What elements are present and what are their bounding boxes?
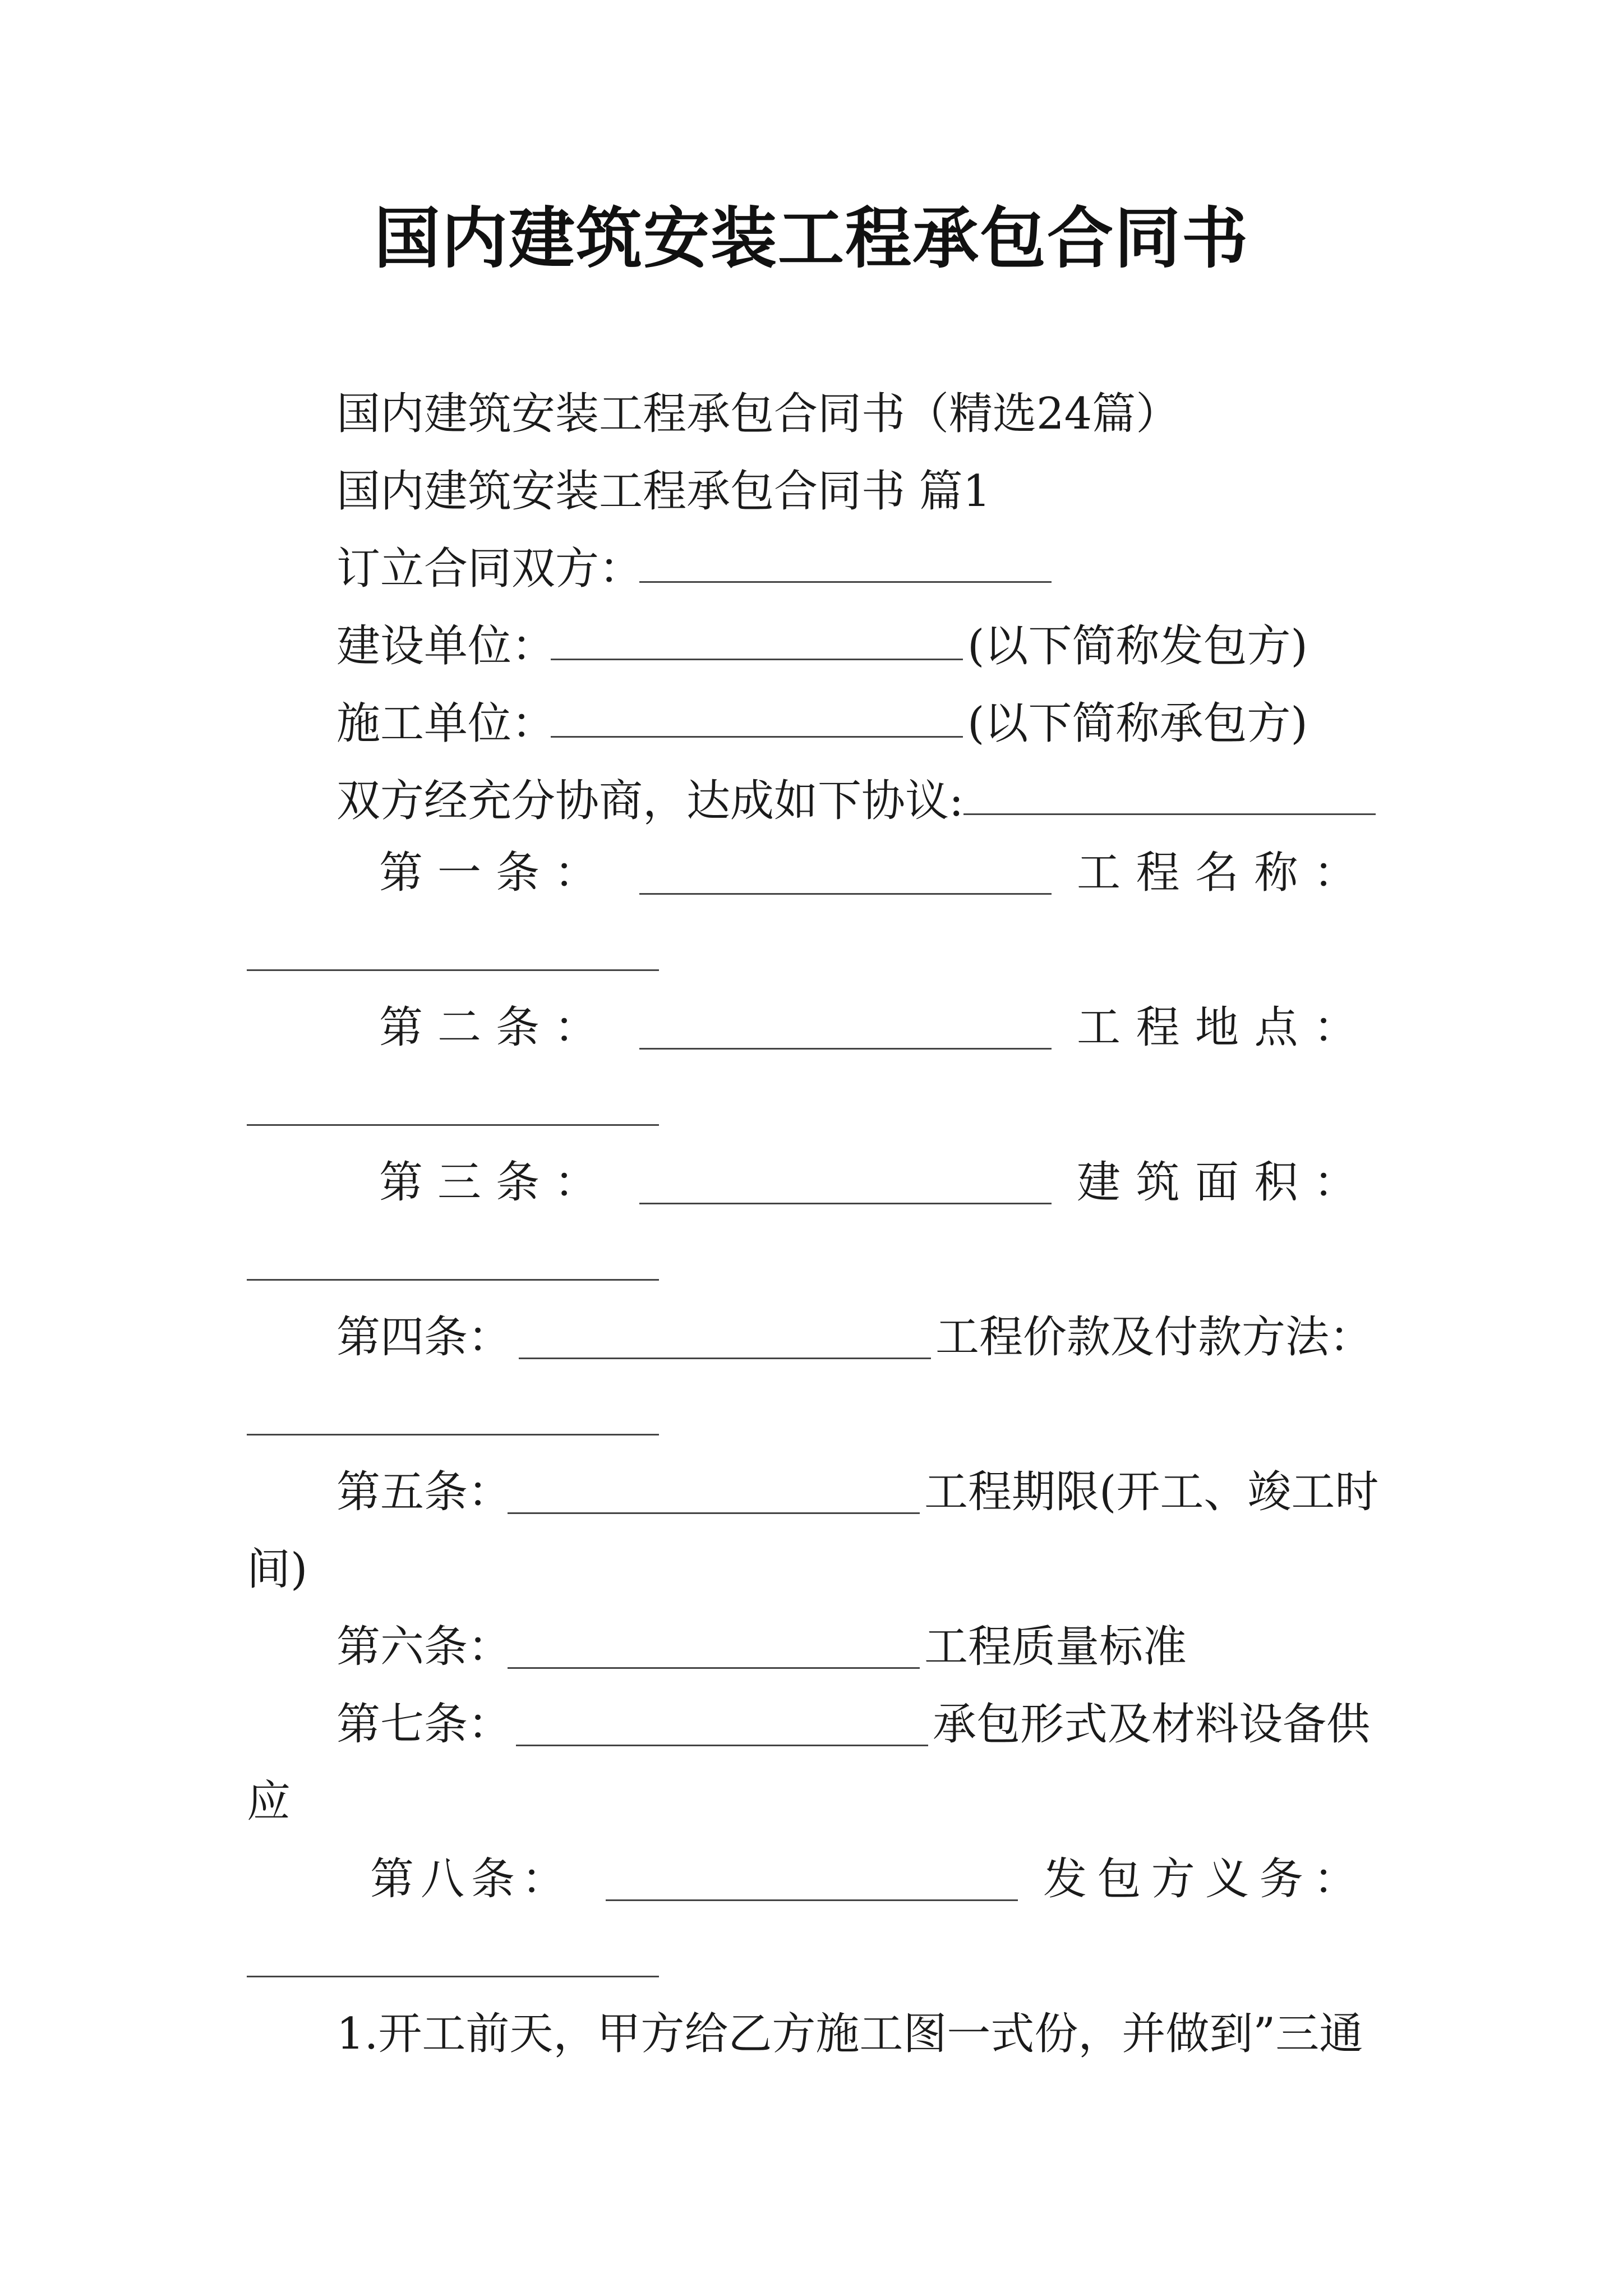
article7-blank [516,1745,928,1746]
article2-item-char: 工 [1077,1002,1121,1053]
article3-item-char: 建 [1077,1157,1121,1208]
agreement-line: 双方经充分协商，达成如下协议: [336,776,964,826]
article3-label-char: 三 [437,1157,481,1208]
article5-continuation: 间) [247,1544,308,1595]
article2-label [379,1001,598,1055]
article4-label: 第四条： [336,1312,512,1363]
article1-label-char: 一 [437,848,481,898]
article7-continuation: 应 [247,1777,291,1827]
article8-item-char: 义 [1205,1854,1249,1904]
article1-item [1077,846,1357,900]
article3-item [1077,1156,1357,1209]
article1-label-char: 第 [379,848,423,898]
article3-item-char: 积 [1254,1157,1298,1208]
parties-label: 订立合同双方： [336,544,643,594]
article1-item-char: 工 [1077,848,1121,898]
article1-item-char: ： [1313,848,1357,898]
article5-label: 第五条： [336,1467,512,1517]
article8-label-char: 八 [420,1854,464,1904]
article1-label [379,846,598,900]
article2-label-char: ： [554,1002,598,1053]
article2-label-char: 二 [437,1002,481,1053]
article3-item-char: ： [1313,1157,1357,1208]
contractor-blank [551,736,963,738]
article3-label-char: ： [554,1157,598,1208]
article2-answer-blank [247,1124,659,1126]
article2-item-char: 地 [1195,1002,1239,1053]
article3-answer-blank [247,1279,659,1281]
article7-item: 承包形式及材料设备供 [933,1699,1371,1750]
article4-item: 工程价款及付款方法： [935,1312,1373,1363]
article3-blank [639,1203,1052,1204]
article8-item-char: 方 [1151,1854,1195,1904]
article8-label-char: 第 [370,1854,414,1904]
article2-item-char: 点 [1254,1002,1298,1053]
document-subtitle: 国内建筑安装工程承包合同书（精选24篇） [336,389,1180,439]
parties-blank [639,581,1052,583]
article2-label-char: 第 [379,1002,423,1053]
article8-label [370,1852,565,1906]
article8-item [1043,1852,1357,1906]
article8-item-char: 包 [1097,1854,1141,1904]
article4-answer-blank [247,1434,659,1435]
article3-label [379,1156,598,1209]
agreement-blank [963,813,1376,815]
article8-item-char: 发 [1043,1854,1087,1904]
article2-blank [639,1048,1052,1050]
article1-item-char: 程 [1136,848,1180,898]
article2-item-char: ： [1313,1002,1357,1053]
article7-label: 第七条： [336,1699,512,1750]
article8-blank [606,1899,1018,1901]
article8-item-char: 务 [1259,1854,1303,1904]
contractor-suffix: (以下简称承包方) [967,698,1308,749]
article3-label-char: 条 [495,1157,540,1208]
article8-item-char: ： [1313,1854,1357,1904]
article1-blank [639,893,1052,895]
article1-label-char: 条 [495,848,540,898]
contractor-label: 施工单位： [336,698,556,749]
article3-label-char: 第 [379,1157,423,1208]
article1-item-char: 称 [1254,848,1298,898]
article8-label-char: ： [521,1854,565,1904]
article6-item: 工程质量标准 [924,1622,1187,1672]
article3-item-char: 面 [1195,1157,1239,1208]
builder-suffix: (以下简称发包方) [967,621,1308,671]
article5-blank [508,1512,920,1514]
section-heading: 国内建筑安装工程承包合同书 篇1 [336,466,991,517]
article6-label: 第六条： [336,1622,512,1672]
article6-blank [508,1667,920,1669]
builder-label: 建设单位： [336,621,556,671]
article1-label-char: ： [554,848,598,898]
article4-blank [519,1358,931,1359]
builder-blank [551,659,963,660]
article1-answer-blank [247,969,659,971]
article2-label-char: 条 [495,1002,540,1053]
document-title: 国内建筑安装工程承包合同书 [374,199,1249,277]
article5-item: 工程期限(开工、竣工时 [924,1467,1379,1517]
article2-item-char: 程 [1136,1002,1180,1053]
article8-label-char: 条 [471,1854,515,1904]
article1-item-char: 名 [1195,848,1239,898]
article2-item [1077,1001,1357,1055]
article8-answer-blank [247,1976,659,1977]
article3-item-char: 筑 [1136,1157,1180,1208]
clause-1: 1.开工前天，甲方给乙方施工图一式份，并做到”三通 [336,2009,1363,2059]
